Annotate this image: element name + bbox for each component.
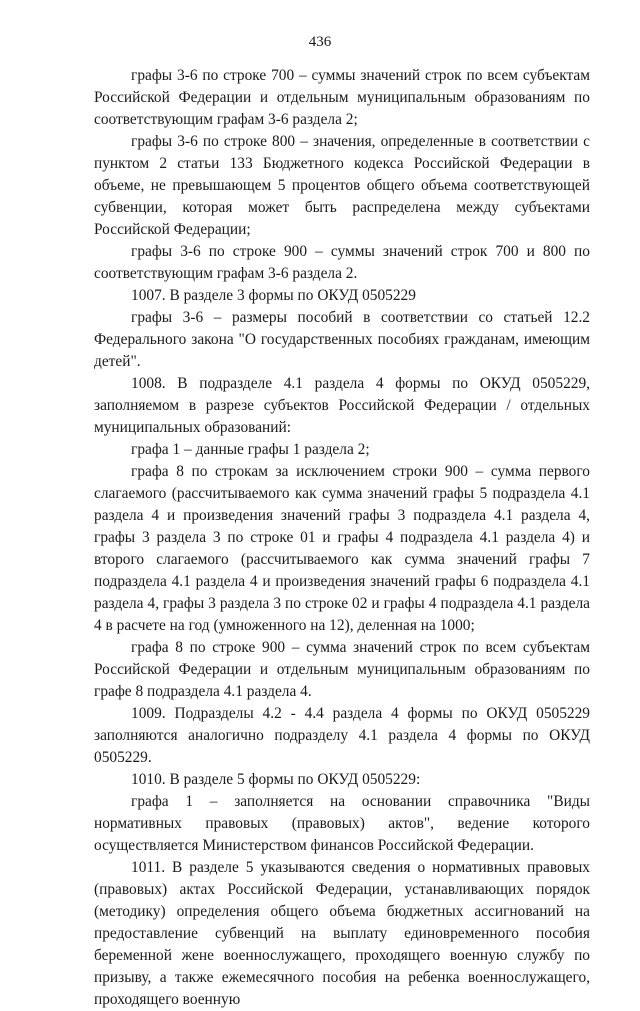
section-heading-1011: 1011. В разделе 5 указываются сведения о нормативных правовых (правовых) актах Российской Федерации, устанавливающих порядок (методику) определения общего объема бюджетных ассигнований на предоставление субвенций на выплату единовременного пособия беременной жене военнослужащего, проходящего военную службу по призыву, а также ежемесячного пособия на ребенка военнослужащего, проходящего военную xyxy=(94,859,590,1008)
section-heading-1007: 1007. В разделе 3 формы по ОКУД 0505229 xyxy=(131,287,416,304)
paragraph: графа 1 – данные графы 1 раздела 2; xyxy=(131,441,370,458)
document-body xyxy=(94,65,590,1011)
paragraph: графы 3-6 по строке 800 – значения, определенные в соответствии с пунктом 2 статьи 133 Бюджетного кодекса Российской Федерации в объеме, не превышающем 5 процентов общего объема соответствующей субвенции, которая может быть распределена между субъектами Российской Федерации; xyxy=(94,133,590,238)
section-heading-1009: 1009. Подразделы 4.2 - 4.4 раздела 4 формы по ОКУД 0505229 заполняются аналогично подразделу 4.1 раздела 4 формы по ОКУД 0505229. xyxy=(94,705,590,766)
paragraph: графы 3-6 – размеры пособий в соответствии со статьей 12.2 Федерального закона "О государственных пособиях гражданам, имеющим детей". xyxy=(94,309,590,370)
section-heading-1010: 1010. В разделе 5 формы по ОКУД 0505229: xyxy=(131,771,421,788)
paragraph: графа 8 по строке 900 – сумма значений строк по всем субъектам Российской Федерации и отдельным муниципальным образованиям по графе 8 подраздела 4.1 раздела 4. xyxy=(94,639,590,700)
page-number: 436 xyxy=(308,34,332,50)
section-heading-1008: 1008. В подразделе 4.1 раздела 4 формы по ОКУД 0505229, заполняемом в разрезе субъектов Российской Федерации / отдельных муниципальных образований: xyxy=(94,375,590,436)
paragraph: графы 3-6 по строке 700 – суммы значений строк по всем субъектам Российской Федерации и отдельным муниципальным образованиям по соответствующим графам 3-6 раздела 2; xyxy=(94,67,590,128)
paragraph: графа 8 по строкам за исключением строки 900 – сумма первого слагаемого (рассчитываемого как сумма значений графы 5 подраздела 4.1 раздела 4 и произведения значений графы 3 подраздела 4.1 раздела 4, графы 3 раздела 3 по строке 01 и графы 4 подраздела 4.1 раздела 4) и второго слагаемого (рассчитываемого как сумма значений графы 7 подраздела 4.1 раздела 4 и произведения значений графы 6 подраздела 4.1 раздела 4, графы 3 раздела 3 по строке 02 и графы 4 подраздела 4.1 раздела 4 в расчете на год (умноженного на 12), деленная на 1000; xyxy=(94,463,590,634)
paragraph: графа 1 – заполняется на основании справочника "Виды нормативных правовых (правовых) актов", ведение которого осуществляется Министерством финансов Российской Федерации. xyxy=(94,793,590,854)
paragraph: графы 3-6 по строке 900 – суммы значений строк 700 и 800 по соответствующим графам 3-6 раздела 2. xyxy=(94,243,590,282)
